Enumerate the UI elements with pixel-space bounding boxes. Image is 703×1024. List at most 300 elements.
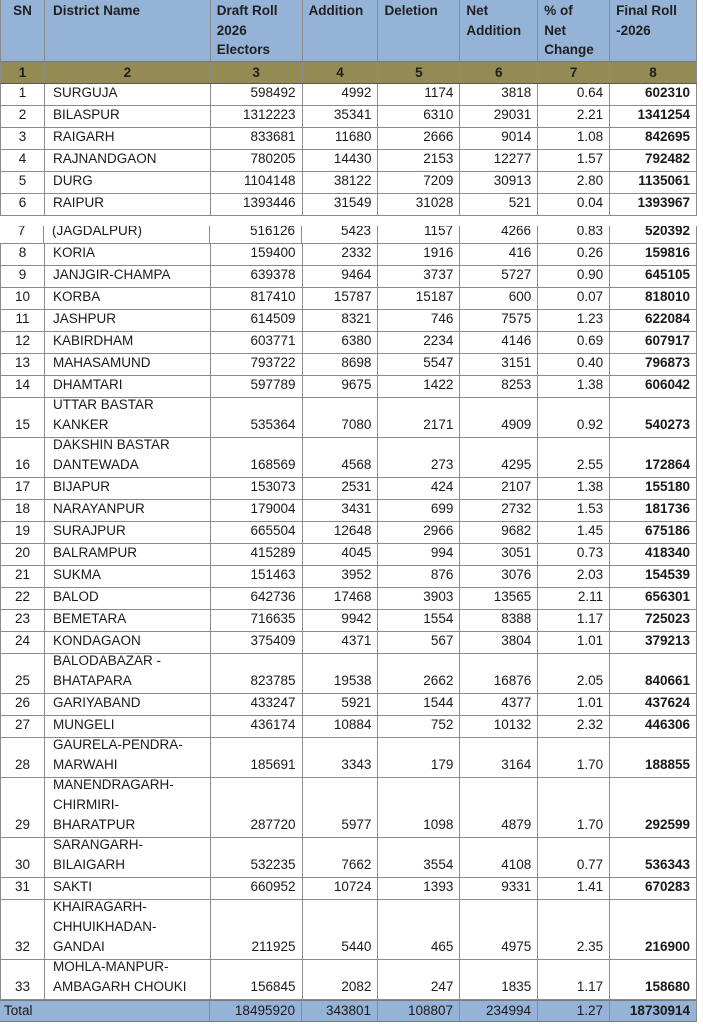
district-name-cell: KORIA [45, 244, 211, 265]
sn-cell: 27 [1, 716, 45, 737]
table-row [0, 654, 697, 694]
district-name-cell: SURGUJA [45, 84, 211, 105]
addition-cell: 5440 [303, 900, 379, 959]
final-roll-cell: 670283 [610, 878, 697, 899]
deletion-cell: 2234 [378, 332, 460, 353]
sn-cell: 23 [1, 610, 45, 631]
sn-cell: 28 [1, 738, 45, 777]
draft-roll-cell: 597789 [211, 376, 303, 397]
sn-cell: 32 [1, 900, 45, 959]
pct-net-change-cell: 1.23 [538, 310, 610, 331]
deletion-cell: 7209 [378, 172, 460, 193]
net-addition-cell: 4108 [460, 838, 538, 877]
final-roll-cell: 155180 [610, 478, 697, 499]
district-name-cell: KONDAGAON [45, 632, 211, 653]
table-row [0, 172, 697, 194]
final-roll-cell: 172864 [610, 438, 697, 477]
district-name-cell: MUNGELI [45, 716, 211, 737]
district-name-cell: BALODABAZAR - BHATAPARA [45, 654, 211, 693]
net-addition-cell: 8253 [460, 376, 538, 397]
addition-cell: 5921 [303, 694, 379, 715]
district-name-cell: BALRAMPUR [45, 544, 211, 565]
addition-cell: 8698 [303, 354, 379, 375]
column-index: 6 [460, 62, 538, 83]
district-name-cell: NARAYANPUR [45, 500, 211, 521]
net-addition-cell: 12277 [460, 150, 538, 171]
final-roll-cell: 840661 [610, 654, 697, 693]
table-row [0, 310, 697, 332]
addition-cell: 3343 [303, 738, 379, 777]
column-index: 5 [378, 62, 460, 83]
table-row [0, 194, 697, 216]
addition-cell: 12648 [303, 522, 379, 543]
net-addition-cell: 4146 [460, 332, 538, 353]
pct-net-change-cell: 1.45 [538, 522, 610, 543]
total-pct: 1.27 [538, 1001, 610, 1021]
pct-net-change-cell: 0.04 [538, 194, 610, 215]
net-addition-cell: 3151 [460, 354, 538, 375]
deletion-cell: 752 [378, 716, 460, 737]
district-name-cell: KHAIRAGARH- CHHUIKHADAN- GANDAI [45, 900, 211, 959]
deletion-cell: 1157 [378, 226, 460, 243]
sn-cell: 6 [1, 194, 45, 215]
addition-cell: 10884 [303, 716, 379, 737]
pct-net-change-cell: 0.77 [538, 838, 610, 877]
sn-cell: 33 [1, 960, 45, 999]
final-roll-cell: 842695 [610, 128, 697, 149]
sn-cell: 21 [1, 566, 45, 587]
deletion-cell: 2662 [378, 654, 460, 693]
net-addition-cell: 8388 [460, 610, 538, 631]
table-row [0, 128, 697, 150]
district-name-cell: MANENDRAGARH- CHIRMIRI- BHARATPUR [45, 778, 211, 837]
district-name-cell: SURAJPUR [45, 522, 211, 543]
sn-cell: 15 [1, 398, 45, 437]
net-addition-cell: 29031 [460, 106, 538, 127]
district-name-cell: MOHLA-MANPUR- AMBAGARH CHOUKI [45, 960, 211, 999]
table-row [0, 478, 697, 500]
header-pct-net-change: % of Net Change [538, 0, 610, 61]
sn-cell: 4 [1, 150, 45, 171]
draft-roll-cell: 153073 [211, 478, 303, 499]
table-row [0, 544, 697, 566]
pct-net-change-cell: 1.41 [538, 878, 610, 899]
deletion-cell: 2666 [378, 128, 460, 149]
net-addition-cell: 3818 [460, 84, 538, 105]
column-index: 4 [303, 62, 379, 83]
net-addition-cell: 9682 [460, 522, 538, 543]
final-roll-cell: 216900 [610, 900, 697, 959]
table-row [0, 838, 697, 878]
addition-cell: 14430 [303, 150, 379, 171]
deletion-cell: 3737 [378, 266, 460, 287]
pct-net-change-cell: 2.11 [538, 588, 610, 609]
net-addition-cell: 4377 [460, 694, 538, 715]
addition-cell: 9675 [303, 376, 379, 397]
draft-roll-cell: 1312223 [211, 106, 303, 127]
sn-cell: 14 [1, 376, 45, 397]
sn-cell: 3 [1, 128, 45, 149]
addition-cell: 7080 [303, 398, 379, 437]
deletion-cell: 1554 [378, 610, 460, 631]
final-roll-cell: 645105 [610, 266, 697, 287]
table-row [0, 438, 697, 478]
final-roll-cell: 818010 [610, 288, 697, 309]
deletion-cell: 15187 [378, 288, 460, 309]
column-index: 7 [538, 62, 610, 83]
net-addition-cell: 9331 [460, 878, 538, 899]
district-name-cell: RAIGARH [45, 128, 211, 149]
net-addition-cell: 3164 [460, 738, 538, 777]
column-index: 8 [610, 62, 697, 83]
table-row [0, 588, 697, 610]
draft-roll-cell: 159400 [211, 244, 303, 265]
pct-net-change-cell: 1.08 [538, 128, 610, 149]
draft-roll-cell: 532235 [211, 838, 303, 877]
header-addition: Addition [303, 0, 379, 61]
sn-cell: 2 [1, 106, 45, 127]
pct-net-change-cell: 1.57 [538, 150, 610, 171]
draft-roll-cell: 780205 [211, 150, 303, 171]
final-roll-cell: 792482 [610, 150, 697, 171]
final-roll-cell: 437624 [610, 694, 697, 715]
district-name-cell: KORBA [45, 288, 211, 309]
deletion-cell: 2153 [378, 150, 460, 171]
draft-roll-cell: 535364 [211, 398, 303, 437]
addition-cell: 15787 [303, 288, 379, 309]
table-row [0, 266, 697, 288]
district-name-cell: GARIYABAND [45, 694, 211, 715]
sn-cell: 19 [1, 522, 45, 543]
sn-cell: 29 [1, 778, 45, 837]
final-roll-cell: 536343 [610, 838, 697, 877]
deletion-cell: 1916 [378, 244, 460, 265]
net-addition-cell: 9014 [460, 128, 538, 149]
district-name-cell: BEMETARA [45, 610, 211, 631]
total-net-addition: 234994 [460, 1001, 538, 1021]
net-addition-cell: 4879 [460, 778, 538, 837]
sn-cell: 18 [1, 500, 45, 521]
total-row [0, 1000, 697, 1022]
draft-roll-cell: 793722 [211, 354, 303, 375]
final-roll-cell: 1341254 [610, 106, 697, 127]
final-roll-cell: 675186 [610, 522, 697, 543]
table-row [0, 354, 697, 376]
sn-cell: 7 [0, 226, 44, 243]
final-roll-cell: 1135061 [610, 172, 697, 193]
addition-cell: 35341 [303, 106, 379, 127]
deletion-cell: 1422 [378, 376, 460, 397]
table-row [0, 226, 697, 244]
sn-cell: 13 [1, 354, 45, 375]
draft-roll-cell: 436174 [211, 716, 303, 737]
net-addition-cell: 7575 [460, 310, 538, 331]
header-final-roll: Final Roll -2026 [610, 0, 697, 61]
addition-cell: 6380 [303, 332, 379, 353]
addition-cell: 9464 [303, 266, 379, 287]
net-addition-cell: 3076 [460, 566, 538, 587]
net-addition-cell: 4266 [460, 226, 538, 243]
district-name-cell: MAHASAMUND [45, 354, 211, 375]
draft-roll-cell: 665504 [211, 522, 303, 543]
draft-roll-cell: 151463 [211, 566, 303, 587]
draft-roll-cell: 1104148 [211, 172, 303, 193]
district-name-cell: RAIPUR [45, 194, 211, 215]
sn-cell: 20 [1, 544, 45, 565]
final-roll-cell: 418340 [610, 544, 697, 565]
district-name-cell: JASHPUR [45, 310, 211, 331]
table-row [0, 84, 697, 106]
pct-net-change-cell: 1.38 [538, 376, 610, 397]
district-name-cell: SAKTI [45, 878, 211, 899]
pct-net-change-cell: 2.32 [538, 716, 610, 737]
net-addition-cell: 3051 [460, 544, 538, 565]
draft-roll-cell: 660952 [211, 878, 303, 899]
pct-net-change-cell: 1.01 [538, 632, 610, 653]
header-deletion: Deletion [378, 0, 460, 61]
pct-net-change-cell: 0.69 [538, 332, 610, 353]
pct-net-change-cell: 0.90 [538, 266, 610, 287]
deletion-cell: 424 [378, 478, 460, 499]
header-draft-roll: Draft Roll 2026 Electors [211, 0, 303, 61]
deletion-cell: 699 [378, 500, 460, 521]
addition-cell: 5977 [303, 778, 379, 837]
deletion-cell: 5547 [378, 354, 460, 375]
deletion-cell: 31028 [378, 194, 460, 215]
draft-roll-cell: 614509 [211, 310, 303, 331]
net-addition-cell: 4975 [460, 900, 538, 959]
deletion-cell: 1544 [378, 694, 460, 715]
addition-cell: 5423 [302, 226, 378, 243]
total-final: 18730914 [610, 1001, 697, 1021]
final-roll-cell: 622084 [610, 310, 697, 331]
district-name-cell: DURG [45, 172, 211, 193]
addition-cell: 31549 [303, 194, 379, 215]
pct-net-change-cell: 1.17 [538, 960, 610, 999]
net-addition-cell: 4295 [460, 438, 538, 477]
total-label: Total [0, 1001, 210, 1021]
net-addition-cell: 1835 [460, 960, 538, 999]
deletion-cell: 994 [378, 544, 460, 565]
sn-cell: 10 [1, 288, 45, 309]
final-roll-cell: 796873 [610, 354, 697, 375]
column-index: 3 [211, 62, 303, 83]
column-index-row [0, 62, 697, 84]
net-addition-cell: 30913 [460, 172, 538, 193]
addition-cell: 3431 [303, 500, 379, 521]
net-addition-cell: 10132 [460, 716, 538, 737]
table-row [0, 398, 697, 438]
addition-cell: 3952 [303, 566, 379, 587]
pct-net-change-cell: 2.55 [538, 438, 610, 477]
addition-cell: 10724 [303, 878, 379, 899]
final-roll-cell: 725023 [610, 610, 697, 631]
addition-cell: 7662 [303, 838, 379, 877]
net-addition-cell: 13565 [460, 588, 538, 609]
final-roll-cell: 1393967 [610, 194, 697, 215]
sn-cell: 26 [1, 694, 45, 715]
net-addition-cell: 4909 [460, 398, 538, 437]
sn-cell: 16 [1, 438, 45, 477]
final-roll-cell: 158680 [610, 960, 697, 999]
pct-net-change-cell: 0.07 [538, 288, 610, 309]
table-row [0, 522, 697, 544]
sn-cell: 5 [1, 172, 45, 193]
draft-roll-cell: 185691 [211, 738, 303, 777]
final-roll-cell: 379213 [610, 632, 697, 653]
addition-cell: 2531 [303, 478, 379, 499]
final-roll-cell: 602310 [610, 84, 697, 105]
addition-cell: 4568 [303, 438, 379, 477]
net-addition-cell: 521 [460, 194, 538, 215]
deletion-cell: 876 [378, 566, 460, 587]
pct-net-change-cell: 2.21 [538, 106, 610, 127]
table-row [0, 960, 697, 1000]
district-name-cell: BALOD [45, 588, 211, 609]
draft-roll-cell: 639378 [211, 266, 303, 287]
deletion-cell: 567 [378, 632, 460, 653]
district-name-cell: JANJGIR-CHAMPA [45, 266, 211, 287]
district-name-cell: DAKSHIN BASTAR DANTEWADA [45, 438, 211, 477]
deletion-cell: 273 [378, 438, 460, 477]
table-row [0, 738, 697, 778]
draft-roll-cell: 287720 [211, 778, 303, 837]
table-row [0, 150, 697, 172]
pct-net-change-cell: 0.92 [538, 398, 610, 437]
pct-net-change-cell: 0.40 [538, 354, 610, 375]
total-addition: 343801 [302, 1001, 378, 1021]
draft-roll-cell: 598492 [211, 84, 303, 105]
header-district-name: District Name [45, 0, 211, 61]
final-roll-cell: 520392 [610, 226, 697, 243]
draft-roll-cell: 516126 [210, 226, 302, 243]
final-roll-cell: 606042 [610, 376, 697, 397]
draft-roll-cell: 716635 [211, 610, 303, 631]
district-name-cell: DHAMTARI [45, 376, 211, 397]
addition-cell: 4045 [303, 544, 379, 565]
addition-cell: 11680 [303, 128, 379, 149]
column-index: 1 [1, 62, 45, 83]
addition-cell: 19538 [303, 654, 379, 693]
table-row [0, 106, 697, 128]
table-row [0, 566, 697, 588]
draft-roll-cell: 156845 [211, 960, 303, 999]
pct-net-change-cell: 2.80 [538, 172, 610, 193]
district-name-cell: BIJAPUR [45, 478, 211, 499]
final-roll-cell: 154539 [610, 566, 697, 587]
pct-net-change-cell: 2.05 [538, 654, 610, 693]
deletion-cell: 2171 [378, 398, 460, 437]
deletion-cell: 3554 [378, 838, 460, 877]
district-name-cell: BILASPUR [45, 106, 211, 127]
total-deletion: 108807 [378, 1001, 460, 1021]
net-addition-cell: 3804 [460, 632, 538, 653]
column-index: 2 [45, 62, 211, 83]
draft-roll-cell: 642736 [211, 588, 303, 609]
sn-cell: 31 [1, 878, 45, 899]
draft-roll-cell: 179004 [211, 500, 303, 521]
addition-cell: 17468 [303, 588, 379, 609]
district-name-cell: SARANGARH- BILAIGARH [45, 838, 211, 877]
district-name-cell: SUKMA [45, 566, 211, 587]
table-header-row [0, 0, 697, 62]
final-roll-cell: 540273 [610, 398, 697, 437]
pct-net-change-cell: 2.35 [538, 900, 610, 959]
draft-roll-cell: 823785 [211, 654, 303, 693]
addition-cell: 4371 [303, 632, 379, 653]
table-row [0, 778, 697, 838]
net-addition-cell: 600 [460, 288, 538, 309]
deletion-cell: 465 [378, 900, 460, 959]
final-roll-cell: 292599 [610, 778, 697, 837]
deletion-cell: 1098 [378, 778, 460, 837]
table-row [0, 610, 697, 632]
addition-cell: 4992 [303, 84, 379, 105]
deletion-cell: 247 [378, 960, 460, 999]
draft-roll-cell: 603771 [211, 332, 303, 353]
sn-cell: 8 [1, 244, 45, 265]
deletion-cell: 179 [378, 738, 460, 777]
header-sn: SN [1, 0, 45, 61]
pct-net-change-cell: 1.01 [538, 694, 610, 715]
draft-roll-cell: 833681 [211, 128, 303, 149]
addition-cell: 9942 [303, 610, 379, 631]
table-row [0, 900, 697, 960]
sn-cell: 30 [1, 838, 45, 877]
net-addition-cell: 2732 [460, 500, 538, 521]
pct-net-change-cell: 1.70 [538, 778, 610, 837]
deletion-cell: 3903 [378, 588, 460, 609]
table-row [0, 694, 697, 716]
sn-cell: 11 [1, 310, 45, 331]
header-net-addition: Net Addition [460, 0, 538, 61]
sn-cell: 24 [1, 632, 45, 653]
net-addition-cell: 416 [460, 244, 538, 265]
final-roll-cell: 159816 [610, 244, 697, 265]
pct-net-change-cell: 2.03 [538, 566, 610, 587]
pct-net-change-cell: 0.73 [538, 544, 610, 565]
net-addition-cell: 5727 [460, 266, 538, 287]
pct-net-change-cell: 1.70 [538, 738, 610, 777]
district-name-cell: GAURELA-PENDRA- MARWAHI [45, 738, 211, 777]
draft-roll-cell: 168569 [211, 438, 303, 477]
addition-cell: 8321 [303, 310, 379, 331]
sn-cell: 25 [1, 654, 45, 693]
final-roll-cell: 181736 [610, 500, 697, 521]
sn-cell: 9 [1, 266, 45, 287]
final-roll-cell: 188855 [610, 738, 697, 777]
final-roll-cell: 607917 [610, 332, 697, 353]
deletion-cell: 2966 [378, 522, 460, 543]
pct-net-change-cell: 1.17 [538, 610, 610, 631]
addition-cell: 2332 [303, 244, 379, 265]
net-addition-cell: 2107 [460, 478, 538, 499]
draft-roll-cell: 1393446 [211, 194, 303, 215]
district-name-cell: (JAGDALPUR) [44, 226, 210, 243]
draft-roll-cell: 375409 [211, 632, 303, 653]
district-name-cell: KABIRDHAM [45, 332, 211, 353]
sn-cell: 22 [1, 588, 45, 609]
net-addition-cell: 16876 [460, 654, 538, 693]
table-row [0, 244, 697, 266]
addition-cell: 2082 [303, 960, 379, 999]
district-name-cell: UTTAR BASTAR KANKER [45, 398, 211, 437]
table-row [0, 288, 697, 310]
final-roll-cell: 656301 [610, 588, 697, 609]
draft-roll-cell: 415289 [211, 544, 303, 565]
deletion-cell: 1174 [378, 84, 460, 105]
pct-net-change-cell: 0.83 [538, 226, 610, 243]
